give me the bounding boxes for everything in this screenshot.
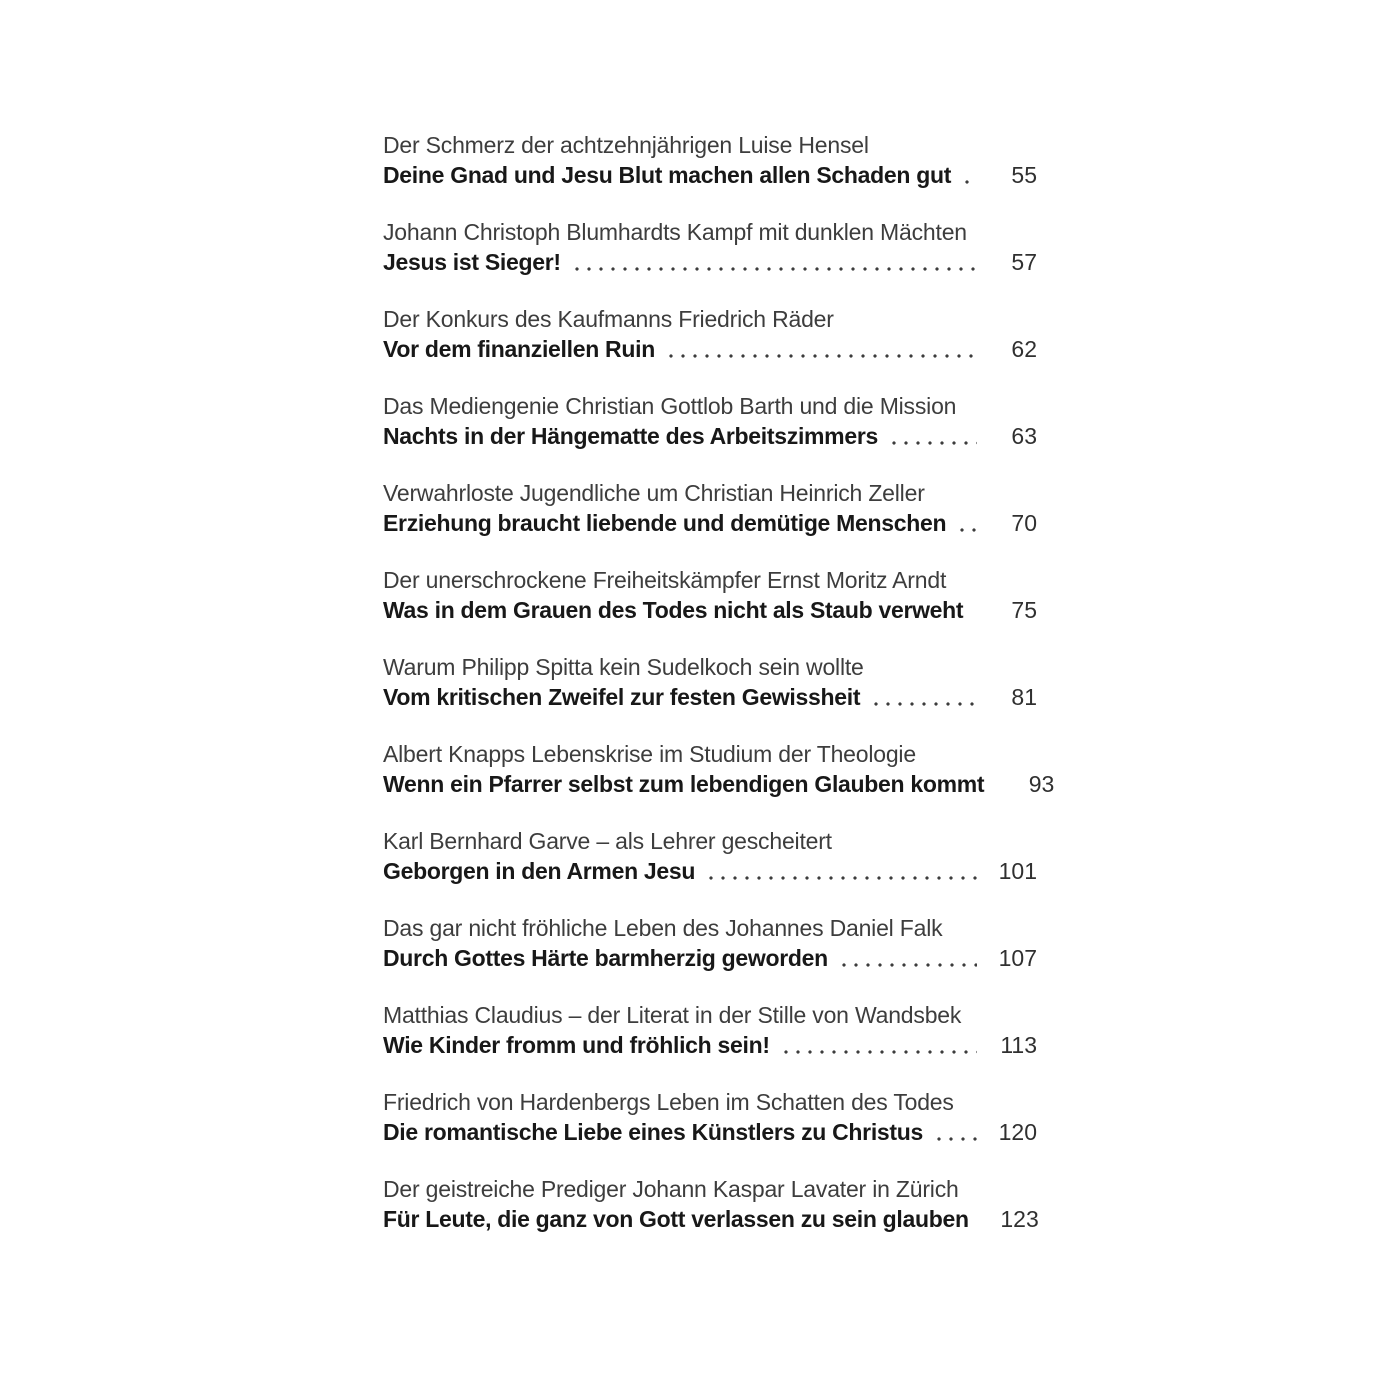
toc-entry-title-line (383, 508, 1037, 538)
toc-entry (383, 1087, 1037, 1147)
toc-entry (383, 217, 1037, 277)
toc-entry (383, 1174, 1037, 1234)
toc-entry-title-line (383, 769, 1055, 799)
toc-entry (383, 1000, 1037, 1060)
toc-entry-title: Für Leute, die ganz von Gott verlassen zu sein glauben (383, 1206, 969, 1232)
toc-entry-page-number: 75 (1011, 597, 1037, 623)
toc-entry-page-number: 55 (1011, 162, 1037, 188)
toc-entry (383, 304, 1037, 364)
toc-entry-page-number: 81 (1011, 684, 1037, 710)
toc-entry-title: Nachts in der Hängematte des Arbeitszimmers (383, 423, 878, 449)
dot-leader (973, 595, 977, 625)
toc-entry (383, 130, 1037, 190)
toc-entry-subtitle: Das gar nicht fröhliche Leben des Johannes Daniel Falk (383, 915, 943, 941)
toc-entry-title: Durch Gottes Härte barmherzig geworden (383, 945, 828, 971)
toc-entry-title-line (383, 595, 1037, 625)
toc-entry-page-number: 123 (1000, 1206, 1039, 1232)
toc-entry-title-line (383, 943, 1037, 973)
toc-entry-title-line (383, 247, 1037, 277)
toc-entry-title-line (383, 1117, 1037, 1147)
toc-entry-title: Wie Kinder fromm und fröhlich sein! (383, 1032, 770, 1058)
toc-entry-subtitle: Der unerschrockene Freiheitskämpfer Ernst Moritz Arndt (383, 567, 947, 593)
table-of-contents (383, 130, 1055, 1261)
toc-entry-title-line (383, 1204, 1037, 1234)
dot-leader (961, 160, 977, 190)
dot-leader (571, 247, 977, 277)
toc-entry-subtitle: Johann Christoph Blumhardts Kampf mit dunklen Mächten (383, 219, 967, 245)
toc-entry-subtitle: Warum Philipp Spitta kein Sudelkoch sein wollte (383, 654, 864, 680)
dot-leader (956, 508, 977, 538)
toc-entry-title: Was in dem Grauen des Todes nicht als Staub verweht (383, 597, 964, 623)
toc-entry-subtitle: Der geistreiche Prediger Johann Kaspar Lavater in Zürich (383, 1176, 959, 1202)
toc-entry-page-number: 62 (1011, 336, 1037, 362)
toc-entry-subtitle: Matthias Claudius – der Literat in der Stille von Wandsbek (383, 1002, 962, 1028)
toc-entry-title: Vom kritischen Zweifel zur festen Gewissheit (383, 684, 861, 710)
toc-entry-title: Die romantische Liebe eines Künstlers zu Christus (383, 1119, 924, 1145)
toc-entry (383, 652, 1037, 712)
toc-entry (383, 478, 1037, 538)
dot-leader (780, 1030, 977, 1060)
toc-entry (383, 391, 1037, 451)
toc-entry-page-number: 63 (1011, 423, 1037, 449)
toc-entry-title-line (383, 1030, 1037, 1060)
toc-entry-page-number: 101 (998, 858, 1037, 884)
dot-leader (665, 334, 977, 364)
toc-entry-subtitle: Friedrich von Hardenbergs Leben im Schatten des Todes (383, 1089, 954, 1115)
toc-entry-page-number: 120 (998, 1119, 1037, 1145)
toc-entry-title: Vor dem finanziellen Ruin (383, 336, 655, 362)
toc-entry-title-line (383, 334, 1037, 364)
toc-entry-title: Erziehung braucht liebende und demütige Menschen (383, 510, 947, 536)
dot-leader (888, 421, 977, 451)
toc-entry (383, 826, 1037, 886)
toc-entry (383, 739, 1055, 799)
toc-entry-subtitle: Verwahrloste Jugendliche um Christian Heinrich Zeller (383, 480, 925, 506)
toc-entry (383, 913, 1037, 973)
toc-entry-title: Wenn ein Pfarrer selbst zum lebendigen Glauben kommt (383, 771, 985, 797)
toc-entry-page-number: 107 (998, 945, 1037, 971)
toc-entry (383, 565, 1037, 625)
dot-leader (870, 682, 977, 712)
toc-entry-title: Geborgen in den Armen Jesu (383, 858, 696, 884)
toc-entry-title-line (383, 421, 1037, 451)
toc-entry-page-number: 113 (1000, 1032, 1037, 1058)
dot-leader (838, 943, 977, 973)
toc-entry-title-line (383, 160, 1037, 190)
dot-leader (933, 1117, 977, 1147)
toc-entry-page-number: 93 (1028, 771, 1055, 797)
toc-entry-subtitle: Karl Bernhard Garve – als Lehrer gescheitert (383, 828, 832, 854)
toc-entry-subtitle: Der Schmerz der achtzehnjährigen Luise Hensel (383, 132, 869, 158)
toc-entry-subtitle: Der Konkurs des Kaufmanns Friedrich Räder (383, 306, 834, 332)
toc-entry-page-number: 70 (1011, 510, 1037, 536)
toc-entry-title: Deine Gnad und Jesu Blut machen allen Schaden gut (383, 162, 952, 188)
toc-entry-title: Jesus ist Sieger! (383, 249, 561, 275)
toc-entry-page-number: 57 (1011, 249, 1037, 275)
toc-entry-title-line (383, 856, 1037, 886)
toc-entry-title-line (383, 682, 1037, 712)
dot-leader (705, 856, 977, 886)
toc-entry-subtitle: Das Mediengenie Christian Gottlob Barth und die Mission (383, 393, 957, 419)
toc-entry-subtitle: Albert Knapps Lebenskrise im Studium der Theologie (383, 741, 916, 767)
